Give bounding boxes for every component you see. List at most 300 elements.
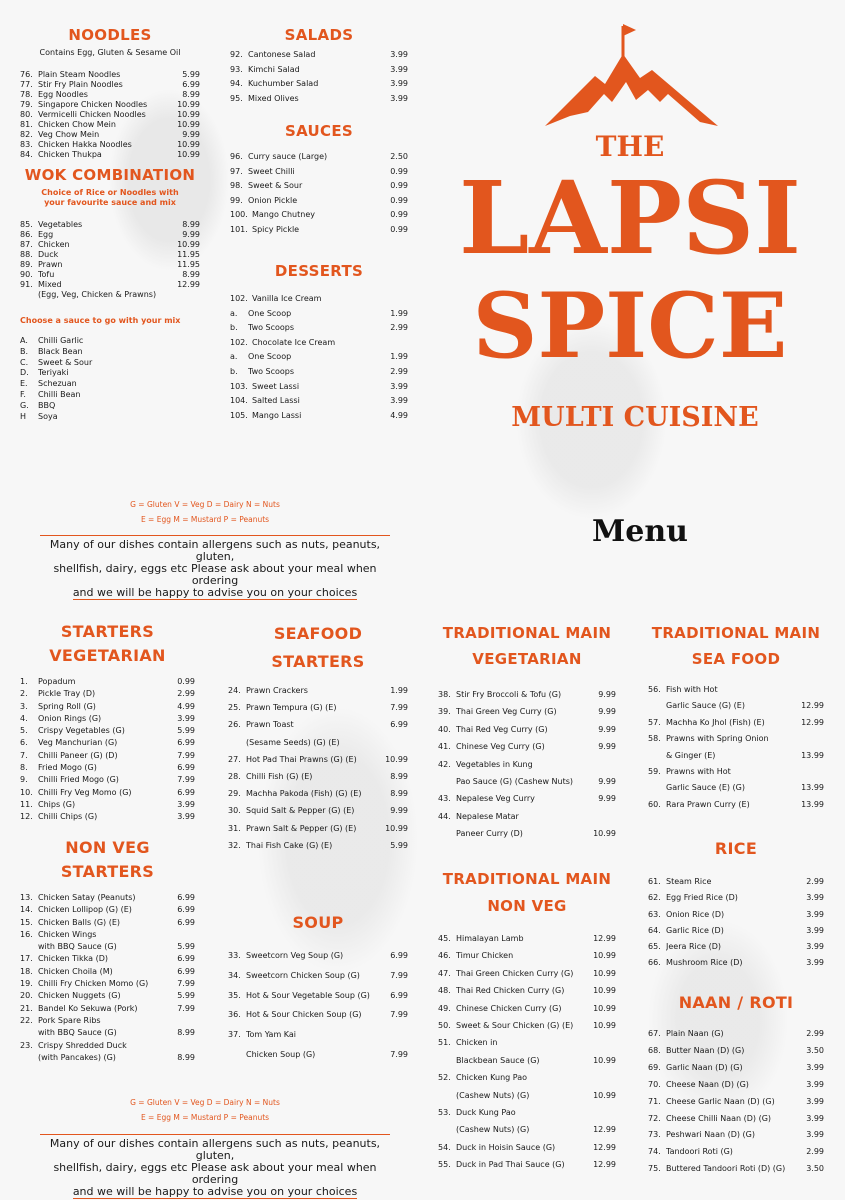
menu-item xyxy=(20,990,195,1002)
menu-item xyxy=(438,982,616,999)
item-name: Mixed xyxy=(38,280,62,289)
section-title-1: SEAFOOD xyxy=(273,624,363,643)
item-name: (Egg, Veg, Chicken & Prawns) xyxy=(38,290,157,299)
section-title-1: NON VEG xyxy=(65,838,150,857)
item-number: 55. xyxy=(438,1160,451,1170)
item-price: 7.99 xyxy=(390,703,408,713)
item-number: 22. xyxy=(20,1015,33,1025)
item-number: 60. xyxy=(648,799,661,809)
item-name: Hot Pad Thai Prawns (G) (E) xyxy=(246,754,357,764)
brand-name-line-2: SPICE xyxy=(472,273,788,379)
trad-sea-section xyxy=(648,620,824,813)
item-name: Chilli Chips (G) xyxy=(38,812,98,822)
menu-item xyxy=(230,409,408,424)
item-name: Sweetcorn Chicken Soup (G) xyxy=(246,970,360,980)
item-price: 3.99 xyxy=(177,812,195,822)
menu-item xyxy=(230,63,408,78)
item-number: 98. xyxy=(230,181,243,190)
rice-section xyxy=(648,836,824,972)
sauce-choice-list xyxy=(20,336,200,422)
item-name: Kuchumber Salad xyxy=(248,79,319,88)
menu-item xyxy=(20,917,195,929)
item-number: 17. xyxy=(20,954,33,964)
item-number: 37. xyxy=(228,1030,241,1040)
item-name: Crispy Shredded Duck xyxy=(38,1040,127,1050)
item-name: Timur Chicken xyxy=(456,951,514,961)
desserts-list xyxy=(230,292,408,423)
item-number: 90. xyxy=(20,270,33,279)
item-number xyxy=(648,698,666,714)
item-name: Thai Green Veg Curry (G) xyxy=(456,707,557,717)
item-name: Pao Sauce (G) (Cashew Nuts) xyxy=(456,777,574,787)
item-number xyxy=(20,941,38,953)
item-number: 21. xyxy=(20,1003,33,1013)
item-name: Prawns with Spring Onion xyxy=(666,734,769,744)
item-name: Chilli Paneer (G) (D) xyxy=(38,750,118,760)
item-number: 18. xyxy=(20,966,33,976)
item-name: Chilli Garlic xyxy=(38,336,84,345)
menu-item xyxy=(20,1027,195,1039)
starters-veg-section xyxy=(20,620,195,824)
item-price: 10.99 xyxy=(385,754,408,764)
section-title-2: STARTERS xyxy=(271,652,365,671)
item-name: Blackbean Sauce (G) xyxy=(456,1055,540,1065)
item-price: 0.99 xyxy=(390,224,408,234)
menu-item xyxy=(20,120,200,130)
item-price: 6.99 xyxy=(177,763,195,773)
item-name: (with Pancakes) (G) xyxy=(38,1052,116,1062)
item-price: 10.99 xyxy=(593,1003,616,1013)
item-name: Popadum xyxy=(38,677,76,686)
item-price: 3.99 xyxy=(390,396,408,406)
item-price: 10.99 xyxy=(593,986,616,996)
menu-item xyxy=(228,682,408,699)
item-price: 10.99 xyxy=(177,120,200,129)
brand-name-line-1: LAPSI xyxy=(458,159,802,277)
item-number: 48. xyxy=(438,986,451,996)
legend-line-1: G = Gluten V = Veg D = Dairy N = Nuts xyxy=(130,500,280,509)
item-name: Peshwari Naan (D) (G) xyxy=(666,1130,755,1140)
item-number: 95. xyxy=(230,93,243,103)
item-name: Prawn xyxy=(38,260,63,269)
item-name: Spicy Pickle xyxy=(252,224,300,234)
item-name: Cheese Garlic Naan (D) (G) xyxy=(666,1096,775,1106)
item-name: Chilli Bean xyxy=(38,389,81,399)
item-name: Thai Green Chicken Curry (G) xyxy=(456,968,574,978)
item-name: Duck xyxy=(38,250,59,259)
item-name: Egg xyxy=(38,230,54,239)
item-number: 92. xyxy=(230,50,243,59)
naan-list xyxy=(648,1026,824,1178)
item-name: Chicken in xyxy=(456,1038,498,1048)
item-number: F. xyxy=(20,389,26,399)
menu-item xyxy=(648,780,824,796)
item-price: 7.99 xyxy=(390,1049,408,1059)
menu-item xyxy=(438,686,616,703)
item-price: 10.99 xyxy=(593,1021,616,1031)
item-number: 28. xyxy=(228,772,241,782)
menu-item xyxy=(230,336,408,351)
item-price: 3.99 xyxy=(806,1096,824,1106)
menu-item xyxy=(20,1040,195,1052)
item-name: Cantonese Salad xyxy=(248,50,316,59)
item-name: Vegetables in Kung xyxy=(456,759,533,769)
menu-item xyxy=(228,946,408,966)
desserts-section xyxy=(230,258,408,423)
item-number: 23. xyxy=(20,1040,33,1050)
item-number: 62. xyxy=(648,893,661,903)
menu-item xyxy=(438,721,616,738)
rice-list xyxy=(648,874,824,972)
item-price: 3.99 xyxy=(806,958,824,968)
menu-item xyxy=(20,701,195,713)
item-name: Hot & Sour Vegetable Soup (G) xyxy=(246,990,370,1000)
menu-item xyxy=(230,292,408,307)
item-number: 53. xyxy=(438,1108,451,1118)
menu-item xyxy=(228,734,408,751)
item-name: (Sesame Seeds) (G) (E) xyxy=(246,737,340,747)
item-price: 9.99 xyxy=(182,130,200,139)
menu-item xyxy=(20,811,195,823)
section-subtitle: Contains Egg, Gluten & Sesame Oil xyxy=(39,48,181,57)
menu-item xyxy=(228,751,408,768)
item-price: 4.99 xyxy=(390,410,408,420)
item-price: 5.99 xyxy=(177,942,195,952)
item-name: Singapore Chicken Noodles xyxy=(38,100,148,109)
menu-item xyxy=(230,179,408,194)
item-name: Prawn Tempura (G) (E) xyxy=(246,703,337,713)
item-name: Egg Fried Rice (D) xyxy=(666,893,738,903)
menu-item xyxy=(20,787,195,799)
item-price: 5.99 xyxy=(182,70,200,79)
item-price: 11.95 xyxy=(177,260,200,269)
item-number: 77. xyxy=(20,80,33,89)
menu-item xyxy=(228,802,408,819)
item-number: 70. xyxy=(648,1079,661,1089)
item-number: 30. xyxy=(228,806,241,816)
menu-item xyxy=(438,1069,616,1086)
item-number: 83. xyxy=(20,140,33,149)
item-number: 54. xyxy=(438,1142,451,1152)
item-name: Chicken Chow Mein xyxy=(38,120,116,129)
item-price: 10.99 xyxy=(385,823,408,833)
item-number: 27. xyxy=(228,754,241,764)
item-number: 67. xyxy=(648,1029,661,1038)
menu-item xyxy=(230,394,408,409)
item-name: Pork Spare Ribs xyxy=(38,1015,101,1025)
item-price: 12.99 xyxy=(593,934,616,943)
menu-heading: Menu xyxy=(592,514,688,549)
item-price: 10.99 xyxy=(593,968,616,978)
item-number: 81. xyxy=(20,120,33,129)
item-number: 89. xyxy=(20,260,33,269)
item-price: 8.99 xyxy=(182,220,200,229)
menu-item xyxy=(20,220,200,230)
item-price: 11.95 xyxy=(177,250,200,259)
item-name: Fish with Hot xyxy=(666,685,718,694)
trad-nonveg-list xyxy=(438,930,616,1174)
item-number: 58. xyxy=(648,734,661,744)
note-line-2: shellfish, dairy, eggs etc Please ask about your meal when ordering xyxy=(53,562,377,587)
menu-item xyxy=(438,1156,616,1173)
menu-item xyxy=(230,321,408,336)
allergy-note xyxy=(40,535,390,600)
menu-item xyxy=(648,748,824,764)
item-number: 75. xyxy=(648,1164,661,1174)
menu-item xyxy=(228,1005,408,1025)
item-number: 82. xyxy=(20,130,33,139)
brand-the: THE xyxy=(595,130,665,163)
item-number: C. xyxy=(20,357,29,367)
item-number: 68. xyxy=(648,1045,661,1055)
item-number: 56. xyxy=(648,685,661,694)
menu-item xyxy=(438,1034,616,1051)
item-name: Chicken Tikka (D) xyxy=(38,954,108,964)
item-price: 12.99 xyxy=(801,717,824,727)
item-number xyxy=(438,1052,456,1069)
section-title-1: STARTERS xyxy=(60,622,155,641)
menu-item xyxy=(20,90,200,100)
menu-item xyxy=(20,150,200,160)
item-number: 15. xyxy=(20,917,33,927)
item-price: 10.99 xyxy=(177,140,200,149)
item-price: 3.99 xyxy=(806,1062,824,1072)
menu-item xyxy=(648,1077,824,1094)
item-name: Veg Chow Mein xyxy=(38,130,100,139)
note-line-2: shellfish, dairy, eggs etc Please ask about your meal when ordering xyxy=(53,1161,377,1186)
item-number: 84. xyxy=(20,150,33,159)
item-price: 10.99 xyxy=(593,1055,616,1065)
item-price: 6.99 xyxy=(390,951,408,960)
item-name: Chicken Satay (Peanuts) xyxy=(38,893,136,902)
item-name: Sweet & Sour xyxy=(248,181,303,190)
item-price: 6.99 xyxy=(390,720,408,730)
item-name: Thai Red Chicken Curry (G) xyxy=(456,986,565,996)
item-name: Chicken Choila (M) xyxy=(38,966,113,976)
item-number: 20. xyxy=(20,991,33,1001)
soup-list xyxy=(228,946,408,1065)
section-title: SOUP xyxy=(292,913,344,932)
item-name: Steam Rice xyxy=(666,877,712,886)
menu-item xyxy=(438,1121,616,1138)
item-price: 7.99 xyxy=(177,1003,195,1013)
item-name: Chips (G) xyxy=(38,799,76,809)
item-name: & Ginger (E) xyxy=(666,750,716,760)
section-title-2: VEGETARIAN xyxy=(49,646,166,665)
trad-veg-list xyxy=(438,686,616,843)
item-price: 2.99 xyxy=(806,1029,824,1038)
item-number xyxy=(228,734,246,751)
menu-item xyxy=(230,165,408,180)
item-number: 1. xyxy=(20,677,28,686)
menu-item xyxy=(648,874,824,890)
item-name: Onion Pickle xyxy=(248,195,298,205)
item-number: 5. xyxy=(20,726,28,736)
item-number: 71. xyxy=(648,1096,661,1106)
item-name: Kimchi Salad xyxy=(248,64,300,74)
item-price: 2.99 xyxy=(390,323,408,333)
item-price: 3.99 xyxy=(390,64,408,74)
mountain-logo-icon xyxy=(540,18,720,130)
item-name: Prawn Salt & Pepper (G) (E) xyxy=(246,823,357,833)
item-number: 102. xyxy=(230,337,248,347)
menu-item xyxy=(20,260,200,270)
item-number: 42. xyxy=(438,759,451,769)
trad-nonveg-section xyxy=(438,866,616,1174)
item-number: 91. xyxy=(20,280,33,289)
menu-item xyxy=(20,140,200,150)
item-number: 59. xyxy=(648,767,661,777)
trad-sea-list xyxy=(648,682,824,813)
menu-item xyxy=(228,820,408,837)
item-price: 7.99 xyxy=(390,970,408,980)
item-price: 1.99 xyxy=(390,686,408,695)
item-name: (Cashew Nuts) (G) xyxy=(456,1125,530,1135)
item-number: 14. xyxy=(20,905,33,915)
item-price: 12.99 xyxy=(801,701,824,711)
item-number: 85. xyxy=(20,220,33,229)
item-name: Prawns with Hot xyxy=(666,767,731,777)
item-price: 7.99 xyxy=(177,979,195,989)
item-name: Buttered Tandoori Roti (D) (G) xyxy=(666,1164,786,1174)
item-price: 12.99 xyxy=(593,1125,616,1135)
item-name: Onion Rings (G) xyxy=(38,713,102,723)
item-price: 10.99 xyxy=(593,829,616,839)
menu-item xyxy=(648,1127,824,1144)
item-number: 13. xyxy=(20,893,33,902)
menu-item xyxy=(20,953,195,965)
item-name: Machha Ko Jhol (Fish) (E) xyxy=(666,717,765,727)
item-name: Vanilla Ice Cream xyxy=(252,294,322,303)
menu-item xyxy=(20,799,195,811)
item-name: Nepalese Matar xyxy=(456,811,519,821)
item-name: Chicken Wings xyxy=(38,929,97,939)
item-price: 6.99 xyxy=(177,966,195,976)
item-price: 3.99 xyxy=(390,93,408,103)
item-number: 96. xyxy=(230,152,243,161)
item-name: Chicken xyxy=(38,240,70,249)
menu-item xyxy=(438,1017,616,1034)
menu-item xyxy=(648,923,824,939)
menu-item xyxy=(20,290,200,300)
menu-item xyxy=(648,797,824,813)
item-name: Sweet Chilli xyxy=(248,166,295,176)
item-price: 9.99 xyxy=(598,707,616,717)
item-name: Tom Yam Kai xyxy=(246,1030,297,1040)
menu-item xyxy=(20,737,195,749)
item-name: Black Bean xyxy=(38,346,83,356)
item-price: 13.99 xyxy=(801,799,824,809)
item-name: Bandel Ko Sekuwa (Pork) xyxy=(38,1003,138,1013)
item-number: a. xyxy=(230,308,238,318)
item-price: 9.99 xyxy=(598,724,616,734)
menu-item xyxy=(20,978,195,990)
item-number: 101. xyxy=(230,224,248,234)
menu-item xyxy=(438,965,616,982)
menu-item xyxy=(230,365,408,380)
item-number: 2. xyxy=(20,689,28,699)
menu-item xyxy=(228,785,408,802)
item-price: 12.99 xyxy=(593,1142,616,1152)
item-number: 72. xyxy=(648,1113,661,1123)
item-price: 9.99 xyxy=(182,230,200,239)
item-number: 79. xyxy=(20,100,33,109)
salads-list xyxy=(230,48,408,106)
menu-item xyxy=(20,676,195,688)
item-number: 97. xyxy=(230,166,243,176)
item-number: E. xyxy=(20,379,28,389)
item-name: Chilli Fish (G) (E) xyxy=(246,772,313,782)
menu-item xyxy=(438,1052,616,1069)
wok-list xyxy=(20,220,200,300)
item-price: 3.99 xyxy=(806,893,824,903)
item-price: 9.99 xyxy=(598,794,616,804)
item-price: 9.99 xyxy=(598,690,616,699)
item-name: Plain Steam Noodles xyxy=(38,70,121,79)
item-number xyxy=(438,773,456,790)
item-number: 103. xyxy=(230,381,248,391)
item-number xyxy=(648,748,666,764)
item-name: Garlic Naan (D) (G) xyxy=(666,1062,743,1072)
item-name: Squid Salt & Pepper (G) (E) xyxy=(246,806,355,816)
item-number: 87. xyxy=(20,240,33,249)
item-number: 32. xyxy=(228,840,241,850)
menu-item xyxy=(20,110,200,120)
item-name: Stir Fry Plain Noodles xyxy=(38,80,123,89)
item-number: 100. xyxy=(230,210,248,219)
item-name: Machha Pakoda (Fish) (G) (E) xyxy=(246,789,362,799)
menu-item xyxy=(648,1111,824,1128)
item-number: G. xyxy=(20,400,29,410)
item-number: 3. xyxy=(20,701,28,711)
item-price: 6.99 xyxy=(177,893,195,902)
wok-section xyxy=(20,162,200,422)
menu-item xyxy=(20,240,200,250)
section-title-2: STARTERS xyxy=(60,862,155,881)
starters-nonveg-list xyxy=(20,892,195,1064)
noodles-section xyxy=(20,22,200,160)
seafood-starters-section xyxy=(228,620,408,854)
item-name: Thai Red Veg Curry (G) xyxy=(456,724,548,734)
menu-item xyxy=(228,986,408,1006)
item-number: 31. xyxy=(228,823,241,833)
section-title-2: SEA FOOD xyxy=(691,650,781,668)
item-price: 10.99 xyxy=(177,100,200,109)
menu-item xyxy=(648,1161,824,1178)
item-price: 3.99 xyxy=(390,50,408,59)
note-line-1: Many of our dishes contain allergens such as nuts, peanuts, gluten, xyxy=(49,1137,381,1162)
item-price: 2.99 xyxy=(390,366,408,376)
menu-item xyxy=(648,890,824,906)
legend-line-1: G = Gluten V = Veg D = Dairy N = Nuts xyxy=(130,1098,280,1107)
menu-item xyxy=(438,1087,616,1104)
menu-item xyxy=(20,401,200,412)
item-number: b. xyxy=(230,323,238,333)
item-number: 64. xyxy=(648,925,661,935)
menu-item xyxy=(648,764,824,780)
item-price: 3.99 xyxy=(806,1079,824,1089)
menu-item xyxy=(438,703,616,720)
item-price: 8.99 xyxy=(182,270,200,279)
menu-item xyxy=(648,715,824,731)
menu-item xyxy=(228,1045,408,1065)
allergy-note-bottom xyxy=(40,1134,390,1199)
item-name: Sweetcorn Veg Soup (G) xyxy=(246,951,344,960)
menu-item xyxy=(20,100,200,110)
item-price: 5.99 xyxy=(390,840,408,850)
section-title: WOK COMBINATION xyxy=(24,166,196,184)
section-title: NOODLES xyxy=(68,26,152,44)
